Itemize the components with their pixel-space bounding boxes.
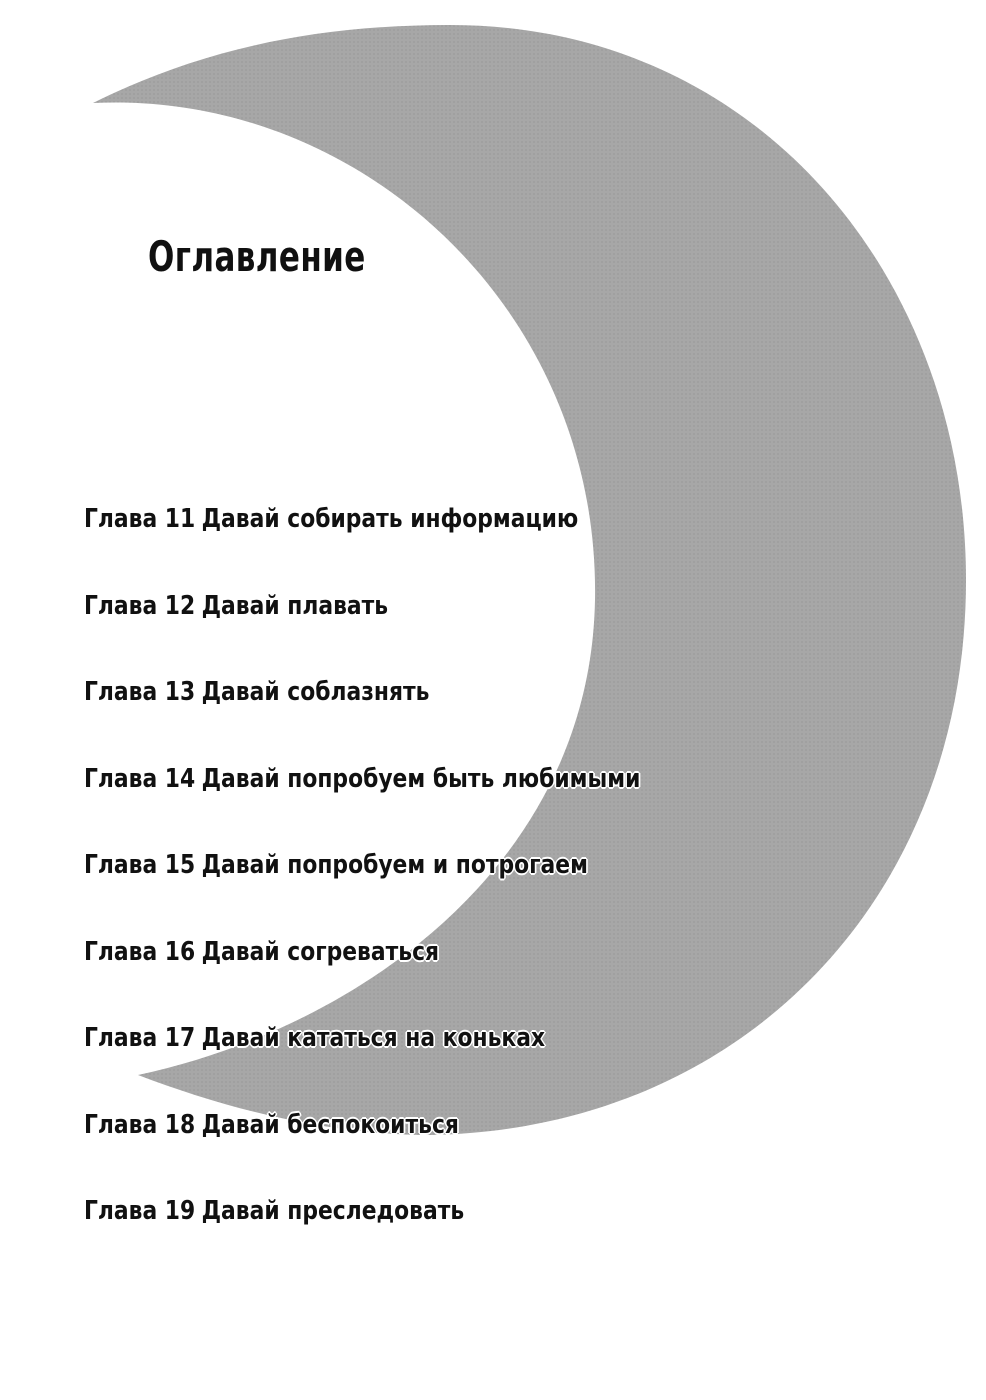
toc-entry bbox=[84, 1023, 640, 1110]
toc-entry bbox=[84, 1196, 640, 1283]
chapter-title: Давай преследовать bbox=[201, 1196, 465, 1226]
chapter-title: Давай попробуем быть любимыми bbox=[201, 763, 641, 794]
chapter-title: Давай попробуем и потрогаем bbox=[201, 850, 588, 880]
chapter-number: Глава 18 bbox=[84, 1109, 196, 1140]
chapter-number: Глава 13 bbox=[84, 677, 196, 707]
toc-entry bbox=[84, 937, 640, 1024]
toc-entry bbox=[84, 677, 640, 764]
toc-entry bbox=[84, 1110, 640, 1197]
toc-entry bbox=[84, 850, 640, 937]
toc-entry bbox=[84, 591, 640, 678]
chapter-number: Глава 19 bbox=[84, 1196, 196, 1226]
chapter-number: Глава 14 bbox=[84, 763, 196, 794]
page-title: Оглавление bbox=[148, 232, 366, 281]
chapter-title: Давай собирать информацию bbox=[201, 504, 579, 534]
chapter-number: Глава 12 bbox=[84, 590, 196, 621]
chapter-number: Глава 16 bbox=[84, 936, 196, 967]
chapter-number: Глава 15 bbox=[84, 850, 196, 880]
table-of-contents bbox=[84, 504, 746, 1283]
chapter-title: Давай беспокоиться bbox=[201, 1109, 459, 1140]
toc-entry bbox=[84, 504, 640, 591]
chapter-title: Давай соблазнять bbox=[201, 677, 430, 707]
chapter-title: Давай кататься на коньках bbox=[201, 1023, 546, 1053]
chapter-title: Давай плавать bbox=[201, 590, 389, 621]
chapter-number: Глава 11 bbox=[84, 504, 196, 534]
toc-entry bbox=[84, 764, 640, 851]
chapter-title: Давай согреваться bbox=[201, 936, 440, 967]
chapter-number: Глава 17 bbox=[84, 1023, 196, 1053]
